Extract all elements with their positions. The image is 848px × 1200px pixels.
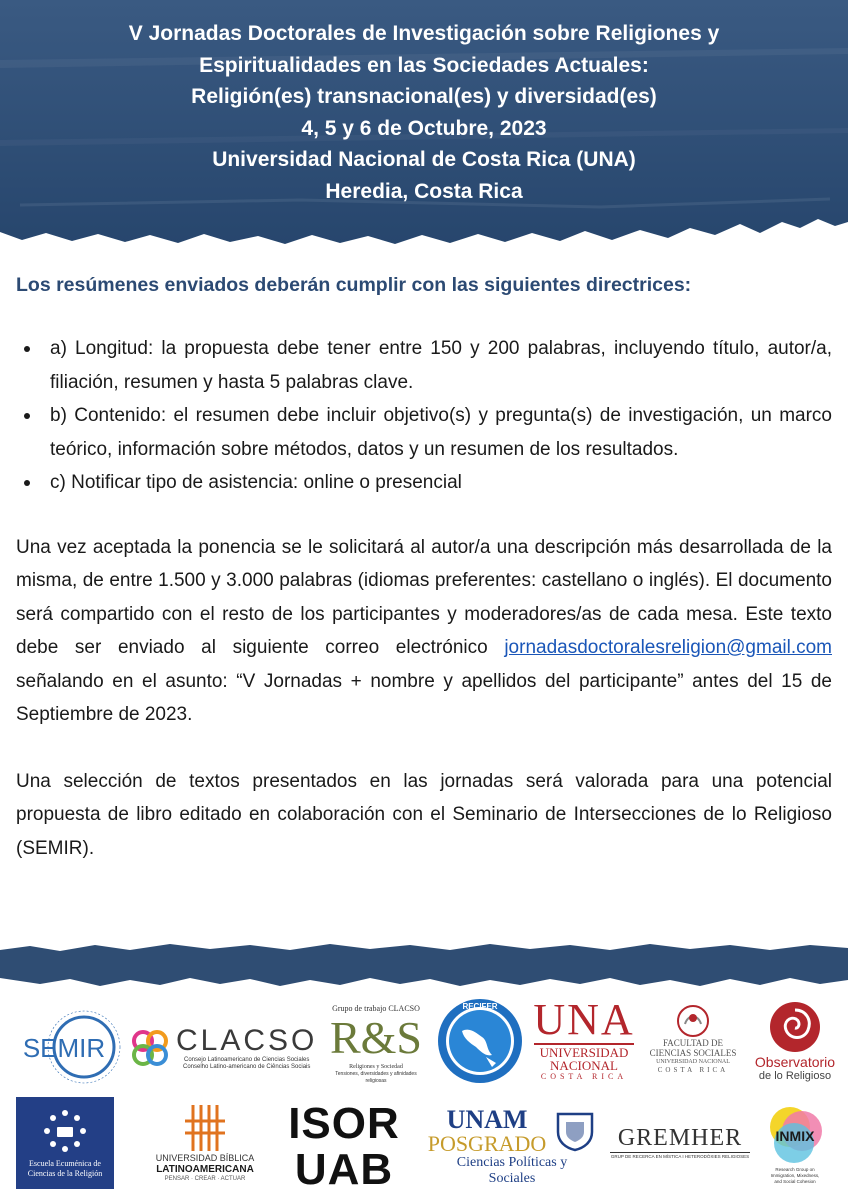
main-content (16, 272, 832, 865)
header-line-5: Universidad Nacional de Costa Rica (UNA) (212, 148, 636, 171)
unam-line-3: Ciencias Políticas y (456, 1155, 568, 1170)
facultad-line-3: UNIVERSIDAD NACIONAL (656, 1059, 730, 1065)
rys-mark: R&S (329, 1012, 423, 1063)
submission-paragraph (16, 531, 832, 732)
header-line-6: Heredia, Costa Rica (325, 179, 523, 203)
submission-text-after: señalando en el asunto: “V Jornadas + nombre y apellidos del participante” antes del 15 de Septiembre de 2023. (16, 670, 832, 725)
observatorio-spiral-icon (768, 1000, 822, 1054)
header-line-2: Espiritualidades en las Sociedades Actuales: (199, 53, 649, 77)
header-title-block (0, 18, 848, 207)
facultad-ciencias-sociales-logo (646, 991, 740, 1087)
una-line-1: UNIVERSIDAD (539, 1045, 629, 1060)
escuela-ecumenica-logo (16, 1097, 114, 1189)
universidad-biblica-logo (142, 1097, 268, 1189)
ubl-line-3: PENSAR · CREAR · ACTUAR (164, 1176, 246, 1182)
isor-uab-logo (288, 1099, 400, 1195)
gremher-logo (608, 1117, 752, 1167)
guideline-item-attendance: c) Notificar tipo de asistencia: online o presencial (50, 466, 832, 500)
selection-paragraph: Una selección de textos presentados en las jornadas será valorada para una potencial propuesta de libro editado en colaboración con el Seminario de Intersecciones de lo Religioso (SEMIR). (16, 770, 832, 859)
observatorio-line-1: Observatorio (754, 1053, 836, 1070)
rys-subtitle: Religiones y Sociedad (349, 1064, 403, 1070)
gremher-subtitle: GRUP DE RECERCA EN MÍSTICA I HETERODÒXIES RELIGIOSES (610, 1154, 750, 1159)
recifer-logo (434, 995, 526, 1087)
isor-mark: ISOR (288, 1099, 400, 1148)
gremher-wordmark: GREMHER (617, 1125, 743, 1151)
rys-tagline: Tensiones, diversidades y afinidades religiosas (335, 1071, 417, 1084)
uab-mark: UAB (294, 1145, 394, 1194)
footer-brush-band (0, 940, 848, 990)
observatorio-line-2: de lo Religioso (758, 1069, 832, 1082)
escuela-line-2: Ciencias de la Religión (27, 1169, 103, 1178)
ubl-line-1: UNIVERSIDAD BÍBLICA (155, 1153, 255, 1163)
unam-shield-icon (554, 1110, 596, 1152)
semir-wordmark: SEMIR (22, 1033, 106, 1063)
inmix-wordmark: INMIX (775, 1128, 815, 1144)
header-line-1: V Jornadas Doctorales de Investigación sobre Religiones y (128, 22, 720, 45)
clacso-knot-icon (128, 1026, 172, 1070)
header-line-4: 4, 5 y 6 de Octubre, 2023 (301, 116, 547, 140)
contact-email-link[interactable]: jornadasdoctoralesreligion@gmail.com (504, 637, 832, 658)
guideline-item-length: a) Longitud: la propuesta debe tener entre 150 y 200 palabras, incluyendo título, autor/a, filiación, resumen y hasta 5 palabras clave. (50, 332, 832, 399)
guideline-item-content: b) Contenido: el resumen debe incluir objetivo(s) y pregunta(s) de investigación, un marco teórico, información sobre métodos, datos y un resumen de los resultados. (50, 399, 832, 466)
facultad-line-1: FACULTAD DE (662, 1038, 724, 1048)
ubl-emblem-icon (183, 1103, 227, 1153)
inmix-logo (758, 1101, 832, 1189)
inmix-circles-emblem (760, 1105, 830, 1167)
guidelines-heading: Los resúmenes enviados deberán cumplir con las siguientes directrices: (16, 274, 692, 296)
facultad-emblem-icon (676, 1004, 710, 1038)
semir-logo (14, 1003, 124, 1093)
una-line-3: COSTA RICA (540, 1072, 628, 1081)
unam-mark: UNAM (446, 1105, 528, 1134)
unam-posgrado-logo (424, 1103, 600, 1191)
header-banner (0, 0, 848, 250)
inmix-subtitle: Research Group on Immigration, Mixedness, and Social Cohesion (770, 1167, 820, 1184)
submission-text-before: Una vez aceptada la ponencia se le solicitará al autor/a una descripción más desarrollada de la misma, de entre 1.500 y 3.000 palabras (idiomas preferentes: castellano o inglés). El documento será compartido con el resto de los participantes y moderadores/as de cada mesa. Este texto debe ser enviado al siguiente correo electrónico (16, 536, 832, 658)
ubl-line-2: LATINOAMERICANA (156, 1164, 254, 1175)
semir-emblem (14, 1003, 124, 1093)
clacso-wordmark: CLACSO (176, 1024, 318, 1057)
escuela-people-circle-icon (41, 1107, 89, 1155)
partner-logos (0, 985, 848, 1200)
unam-line-4: Sociales (488, 1171, 536, 1186)
clacso-subtitle-pt: Conselho Latino-americano de Ciências Sociais (182, 1064, 311, 1070)
rys-top-text: Grupo de trabajo CLACSO (332, 1004, 420, 1013)
recifer-name: RECIFER (462, 1002, 498, 1011)
posgrado-mark: POSGRADO (427, 1131, 547, 1156)
guidelines-list (16, 332, 832, 500)
facultad-line-4: COSTA RICA (657, 1066, 729, 1074)
facultad-line-2: CIENCIAS SOCIALES (649, 1048, 737, 1058)
una-line-2: NACIONAL (550, 1058, 618, 1073)
observatorio-religioso-logo (746, 991, 844, 1091)
una-mark: UNA (533, 995, 635, 1044)
clacso-subtitle-es: Consejo Latinoamericano de Ciencias Sociales (183, 1057, 310, 1063)
una-logo (532, 995, 636, 1085)
recifer-globe-emblem (436, 997, 524, 1085)
clacso-logo (128, 1013, 316, 1083)
religiones-sociedad-logo (328, 997, 424, 1093)
escuela-line-1: Escuela Ecuménica de (29, 1159, 101, 1168)
header-line-3: Religión(es) transnacional(es) y diversidad(es) (191, 85, 657, 108)
